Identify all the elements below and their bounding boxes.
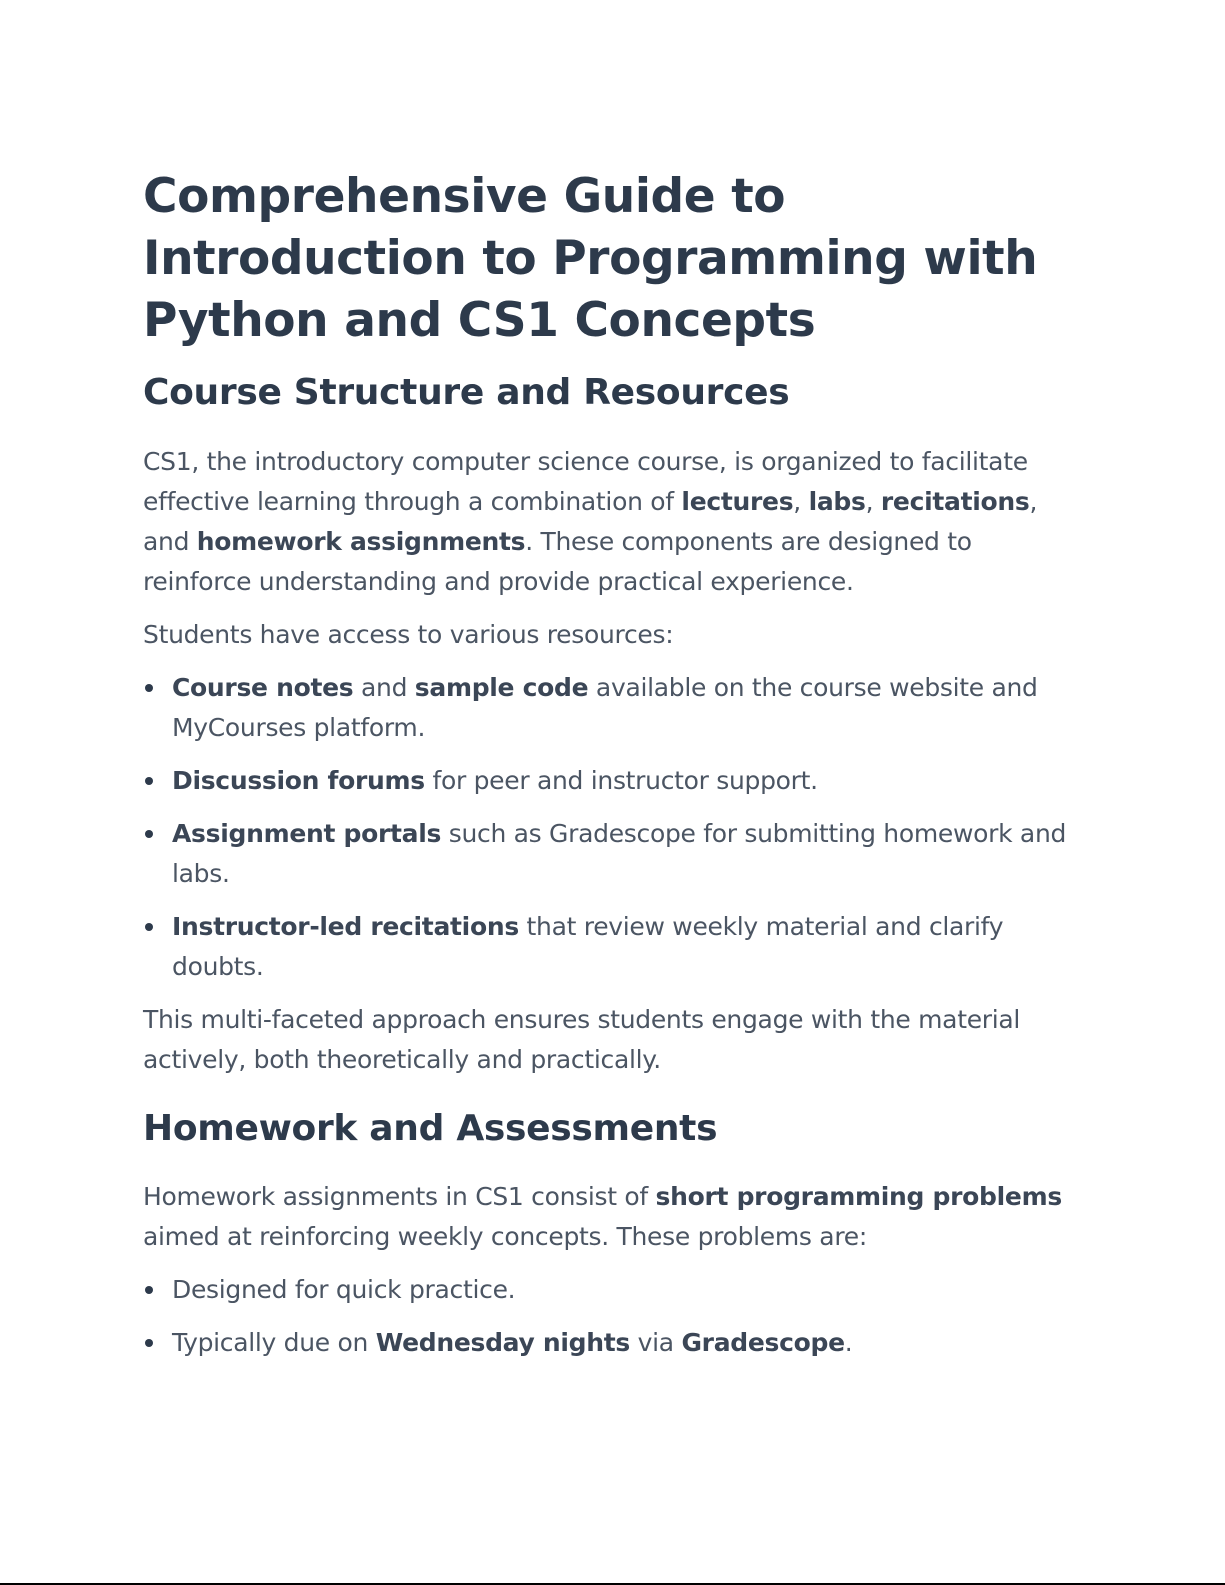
bullet-icon [145,684,153,692]
list-item [143,1270,1078,1310]
list-item [143,761,1078,801]
text-run: CS1, the introductory computer science course, is organized to facilitate effective learning through a combination of [143,447,1028,516]
bullet-icon [145,923,153,931]
bold-wednesday-nights: Wednesday nights [375,1328,630,1357]
list-item [143,907,1078,987]
homework-list [143,1270,1078,1363]
resources-list [143,668,1078,987]
bold-gradescope: Gradescope [681,1328,845,1357]
bold-instructor-led-recitations: Instructor-led recitations [172,912,519,941]
bold-sample-code: sample code [414,673,589,702]
text-run: Designed for quick practice. [172,1275,516,1304]
bold-lectures: lectures [681,487,794,516]
course-structure-closing: This multi-faceted approach ensures students engage with the material actively, both theoretically and practically. [143,1005,1021,1074]
text-run: . These components are designed to reinforce understanding and provide practical experience. [143,527,972,596]
bold-labs: labs [808,487,866,516]
text-run: , [793,487,809,516]
text-run: . [844,1328,853,1357]
list-item [143,668,1078,748]
document-title: Comprehensive Guide to Introduction to Programming with Python and CS1 Concepts [143,169,1038,348]
list-item [143,814,1078,894]
bullet-icon [145,1286,153,1294]
bold-short-programming-problems: short programming problems [655,1182,1062,1211]
text-run: , and [143,487,1038,556]
text-run: such as Gradescope for submitting homework and labs. [172,819,1067,888]
resources-lead: Students have access to various resources: [143,620,674,649]
bullet-icon [145,1339,153,1347]
text-run: and [353,673,415,702]
text-run: that review weekly material and clarify doubts. [172,912,1004,981]
bold-discussion-forums: Discussion forums [172,766,425,795]
course-structure-intro [143,442,1078,602]
text-run: Homework assignments in CS1 consist of [143,1182,656,1211]
text-run: available on the course website and MyCourses platform. [172,673,1038,742]
text-run: Typically due on [172,1328,376,1357]
bullet-icon [145,830,153,838]
bold-homework-assignments: homework assignments [196,527,526,556]
text-run: , [865,487,881,516]
bold-recitations: recitations [880,487,1030,516]
bold-assignment-portals: Assignment portals [172,819,442,848]
bold-course-notes: Course notes [172,673,354,702]
section-heading-homework: Homework and Assessments [143,1108,718,1149]
section-heading-course-structure: Course Structure and Resources [143,372,790,413]
text-run: aimed at reinforcing weekly concepts. These problems are: [143,1222,867,1251]
text-run: for peer and instructor support. [424,766,818,795]
homework-intro [143,1177,1078,1257]
document-page [143,166,1078,1363]
bullet-icon [145,777,153,785]
list-item [143,1323,1078,1363]
text-run: via [629,1328,682,1357]
